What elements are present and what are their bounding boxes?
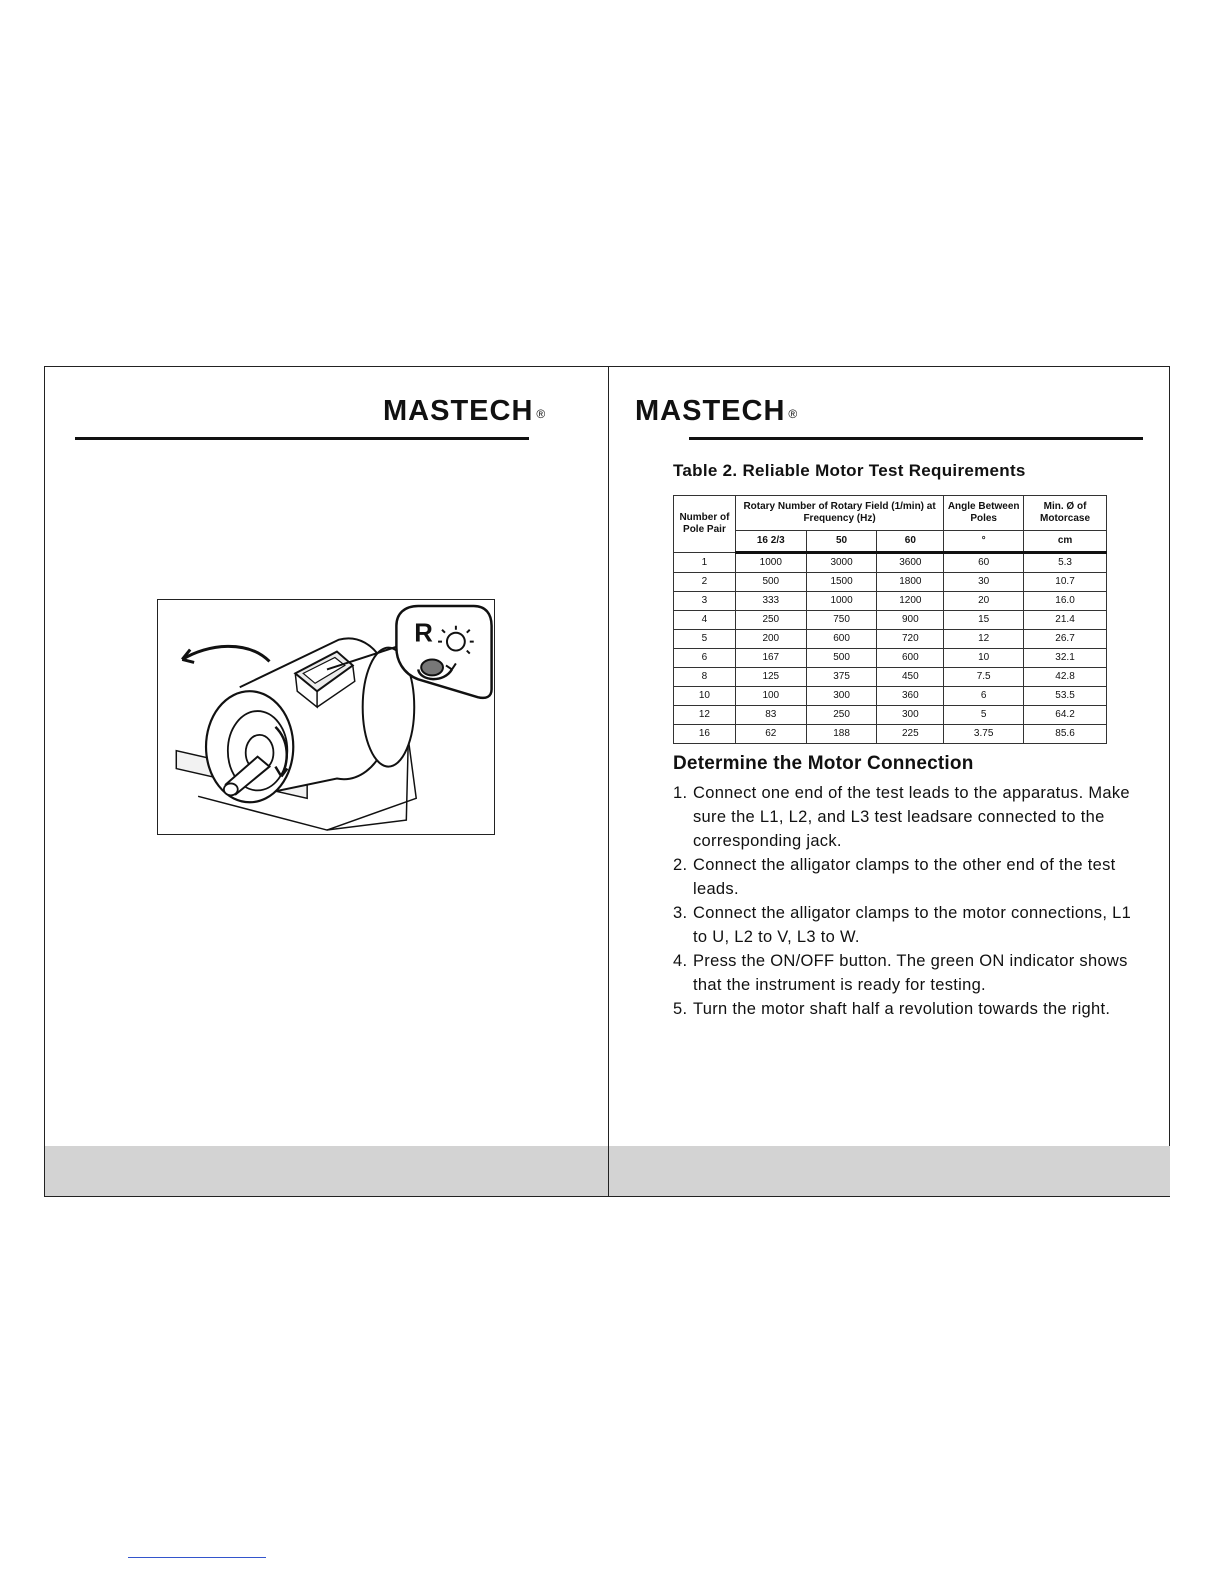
table-cell: 3600 <box>877 553 944 573</box>
table-cell: 900 <box>877 611 944 630</box>
table-cell: 12 <box>944 630 1024 649</box>
brand-name-right: MASTECH <box>635 395 786 427</box>
table-cell: 83 <box>735 706 806 725</box>
step-item <box>673 853 1143 901</box>
table-cell: 5 <box>944 706 1024 725</box>
registered-mark: ® <box>536 407 546 421</box>
table-row <box>674 573 1107 592</box>
table-cell: 300 <box>877 706 944 725</box>
step-item <box>673 949 1143 997</box>
table-cell: 6 <box>674 649 736 668</box>
header-motorcase: Min. Ø of Motorcase <box>1024 496 1107 531</box>
table-cell: 3 <box>674 592 736 611</box>
table-cell: 100 <box>735 687 806 706</box>
table-cell: 26.7 <box>1024 630 1107 649</box>
table-cell: 1000 <box>806 592 877 611</box>
right-page <box>609 367 1170 1196</box>
left-page <box>45 367 609 1196</box>
step-text: Turn the motor shaft half a revolution towards the right. <box>693 1000 1111 1018</box>
table-row <box>674 553 1107 573</box>
table-cell: 333 <box>735 592 806 611</box>
header-case-unit: cm <box>1024 531 1107 553</box>
step-number: 1. <box>673 784 688 802</box>
table-cell: 16 <box>674 725 736 744</box>
table-cell: 15 <box>944 611 1024 630</box>
table-cell: 5 <box>674 630 736 649</box>
table-cell: 10.7 <box>1024 573 1107 592</box>
table-cell: 1800 <box>877 573 944 592</box>
header-angle: Angle Between Poles <box>944 496 1024 531</box>
motor-requirements-table <box>673 495 1107 744</box>
table-cell: 85.6 <box>1024 725 1107 744</box>
header-angle-unit: ° <box>944 531 1024 553</box>
manual-spread <box>44 366 1170 1197</box>
motor-drawing <box>158 600 494 834</box>
table-title: Table 2. Reliable Motor Test Requirements <box>673 461 1026 480</box>
table-cell: 500 <box>735 573 806 592</box>
step-text: Press the ON/OFF button. The green ON indicator shows that the instrument is ready for testing. <box>693 952 1128 994</box>
header-freq-60: 60 <box>877 531 944 553</box>
link-underline <box>128 1557 266 1558</box>
section-heading: Determine the Motor Connection <box>673 753 974 774</box>
table-cell: 4 <box>674 611 736 630</box>
table-cell: 1000 <box>735 553 806 573</box>
step-number: 4. <box>673 952 688 970</box>
step-text: Connect one end of the test leads to the apparatus. Make sure the L1, L2, and L3 test leadsare connected to the corresponding jack. <box>693 784 1130 850</box>
figure-label-r: R <box>414 619 433 648</box>
table-cell: 1200 <box>877 592 944 611</box>
step-number: 2. <box>673 856 688 874</box>
table-cell: 10 <box>674 687 736 706</box>
table-cell: 6 <box>944 687 1024 706</box>
connection-steps <box>673 781 1143 1021</box>
table-cell: 500 <box>806 649 877 668</box>
table-cell: 32.1 <box>1024 649 1107 668</box>
header-rule <box>75 437 529 440</box>
table-cell: 12 <box>674 706 736 725</box>
table-row <box>674 668 1107 687</box>
table-cell: 7.5 <box>944 668 1024 687</box>
registered-mark-right: ® <box>788 407 798 421</box>
brand-name: MASTECH <box>383 395 534 427</box>
table-cell: 53.5 <box>1024 687 1107 706</box>
table-cell: 360 <box>877 687 944 706</box>
table-cell: 62 <box>735 725 806 744</box>
step-item <box>673 901 1143 949</box>
table-cell: 450 <box>877 668 944 687</box>
table-row <box>674 687 1107 706</box>
table-cell: 5.3 <box>1024 553 1107 573</box>
step-text: Connect the alligator clamps to the other end of the test leads. <box>693 856 1116 898</box>
table-cell: 1 <box>674 553 736 573</box>
table-cell: 300 <box>806 687 877 706</box>
step-item <box>673 997 1143 1021</box>
right-footer-band <box>609 1146 1170 1196</box>
table-row <box>674 611 1107 630</box>
table-body <box>674 553 1107 744</box>
table-cell: 167 <box>735 649 806 668</box>
table-row <box>674 630 1107 649</box>
table-cell: 64.2 <box>1024 706 1107 725</box>
table-cell: 600 <box>806 630 877 649</box>
table-cell: 225 <box>877 725 944 744</box>
table-cell: 750 <box>806 611 877 630</box>
table-cell: 21.4 <box>1024 611 1107 630</box>
left-footer-band <box>45 1146 608 1196</box>
step-item <box>673 781 1143 853</box>
table-cell: 200 <box>735 630 806 649</box>
table-cell: 8 <box>674 668 736 687</box>
motor-illustration <box>157 599 495 835</box>
table-cell: 2 <box>674 573 736 592</box>
table-cell: 720 <box>877 630 944 649</box>
table-row <box>674 725 1107 744</box>
table-cell: 16.0 <box>1024 592 1107 611</box>
table-cell: 60 <box>944 553 1024 573</box>
table-cell: 375 <box>806 668 877 687</box>
table-cell: 10 <box>944 649 1024 668</box>
table-cell: 30 <box>944 573 1024 592</box>
table-cell: 125 <box>735 668 806 687</box>
table-cell: 1500 <box>806 573 877 592</box>
table-row <box>674 706 1107 725</box>
step-number: 3. <box>673 904 688 922</box>
table-cell: 20 <box>944 592 1024 611</box>
table-cell: 250 <box>735 611 806 630</box>
header-freq-16: 16 2/3 <box>735 531 806 553</box>
brand-logo <box>383 395 545 428</box>
header-rule-right <box>689 437 1143 440</box>
table-cell: 188 <box>806 725 877 744</box>
table-cell: 3000 <box>806 553 877 573</box>
table-cell: 250 <box>806 706 877 725</box>
header-freq-50: 50 <box>806 531 877 553</box>
table-row <box>674 592 1107 611</box>
header-pole-pair: Number of Pole Pair <box>674 496 736 553</box>
header-rotary: Rotary Number of Rotary Field (1/min) at Frequency (Hz) <box>735 496 943 531</box>
step-number: 5. <box>673 1000 688 1018</box>
table-cell: 3.75 <box>944 725 1024 744</box>
table-row <box>674 649 1107 668</box>
step-text: Connect the alligator clamps to the motor connections, L1 to U, L2 to V, L3 to W. <box>693 904 1132 946</box>
table-cell: 42.8 <box>1024 668 1107 687</box>
table-cell: 600 <box>877 649 944 668</box>
brand-logo-right <box>635 395 797 428</box>
